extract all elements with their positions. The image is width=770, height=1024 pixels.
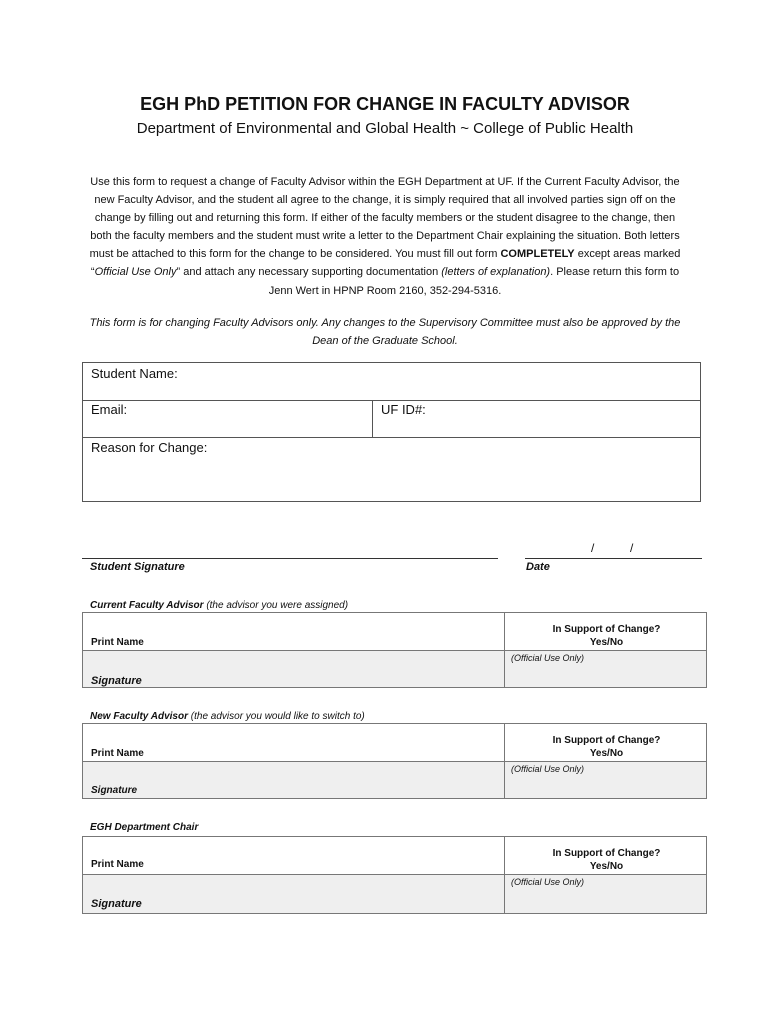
student-name-label: Student Name:	[91, 366, 178, 381]
intro-text-3: ” and attach any necessary supporting documentation	[176, 266, 442, 279]
email-ufid-row	[83, 401, 700, 438]
chair-signature-row[interactable]	[83, 874, 706, 913]
ufid-field[interactable]	[373, 401, 700, 437]
reason-field[interactable]	[83, 438, 700, 501]
chair-heading-bold: EGH Department Chair	[90, 822, 199, 833]
new-advisor-support-q: In Support of Change?	[552, 735, 661, 746]
date-separator-1: /	[591, 541, 595, 555]
current-advisor-heading-bold: Current Faculty Advisor	[90, 600, 204, 611]
intro-italic-letters: (letters of explanation)	[441, 266, 551, 279]
chair-table	[82, 836, 707, 914]
new-advisor-official-label: (Official Use Only)	[511, 764, 585, 774]
new-advisor-signature-row[interactable]	[83, 761, 706, 798]
new-advisor-print-name-label: Print Name	[91, 748, 144, 759]
new-advisor-column-divider	[504, 724, 505, 798]
date-label: Date	[526, 561, 550, 573]
current-advisor-heading-note: (the advisor you were assigned)	[203, 600, 349, 611]
new-advisor-support-yesno: Yes/No	[589, 748, 624, 759]
chair-signature-label: Signature	[91, 898, 142, 910]
chair-official-label: (Official Use Only)	[511, 877, 585, 887]
current-advisor-column-divider	[504, 613, 505, 687]
student-signature-label: Student Signature	[90, 561, 185, 573]
form-title: EGH PhD PETITION FOR CHANGE IN FACULTY ADVISOR	[140, 94, 630, 114]
current-advisor-official-label: (Official Use Only)	[511, 653, 585, 663]
intro-text-1: Use this form to request a change of Faculty Advisor within the EGH Department at UF. If the Current Faculty Advisor, the new Faculty Advisor, and the student all agree to the change, it is simply required that all involved parties sign off on the change by filling out and returning this form. If either of the faculty members or the student disagree to the change, then both the faculty members and the student must write a letter to the Department Chair explaining the situation. Both letters must be attached to this form for the change to be considered. You must fill out form	[89, 176, 680, 261]
current-advisor-signature-label: Signature	[91, 675, 142, 687]
reason-label: Reason for Change:	[91, 440, 208, 455]
intro-text-4: . Please return this form to Jenn Wert in HPNP Room 2160, 352-294-5316.	[268, 266, 680, 297]
form-subtitle: Department of Environmental and Global Health ~ College of Public Health	[136, 120, 634, 137]
supervisory-note: This form is for changing Faculty Advisors only. Any changes to the Supervisory Committee must also be approved by the Dean of the Graduate School.	[89, 317, 681, 347]
chair-print-name-label: Print Name	[91, 859, 144, 870]
new-advisor-print-row[interactable]	[83, 724, 706, 761]
current-advisor-support-yesno: Yes/No	[589, 637, 624, 648]
student-info-box	[82, 362, 701, 502]
student-signature-line[interactable]	[82, 558, 498, 559]
intro-italic-official: Official Use Only	[94, 266, 177, 279]
chair-support-q: In Support of Change?	[552, 848, 661, 859]
current-advisor-table	[82, 612, 707, 688]
current-advisor-signature-row[interactable]	[83, 650, 706, 687]
intro-paragraph	[88, 173, 682, 300]
date-line[interactable]	[525, 558, 702, 559]
chair-heading	[90, 822, 198, 833]
chair-support-yesno: Yes/No	[589, 861, 624, 872]
ufid-label: UF ID#:	[381, 402, 426, 417]
new-advisor-heading	[90, 711, 365, 722]
current-advisor-support-q: In Support of Change?	[552, 624, 661, 635]
current-advisor-heading	[90, 600, 348, 611]
current-advisor-print-row[interactable]	[83, 613, 706, 650]
new-advisor-support	[505, 734, 708, 760]
email-label: Email:	[91, 402, 128, 417]
intro-text-2: except areas marked “	[90, 248, 681, 279]
chair-support	[505, 847, 708, 873]
new-advisor-heading-note: (the advisor you would like to switch to)	[188, 711, 365, 722]
student-name-row[interactable]	[83, 363, 700, 401]
current-advisor-print-name-label: Print Name	[91, 637, 144, 648]
current-advisor-support	[505, 623, 708, 649]
chair-print-row[interactable]	[83, 837, 706, 874]
email-field[interactable]	[83, 401, 372, 437]
new-advisor-signature-label: Signature	[91, 785, 138, 796]
chair-column-divider	[504, 837, 505, 913]
date-separator-2: /	[630, 541, 634, 555]
new-advisor-heading-bold: New Faculty Advisor	[90, 711, 188, 722]
new-advisor-table	[82, 723, 707, 799]
intro-bold-completely: COMPLETELY	[500, 248, 575, 261]
